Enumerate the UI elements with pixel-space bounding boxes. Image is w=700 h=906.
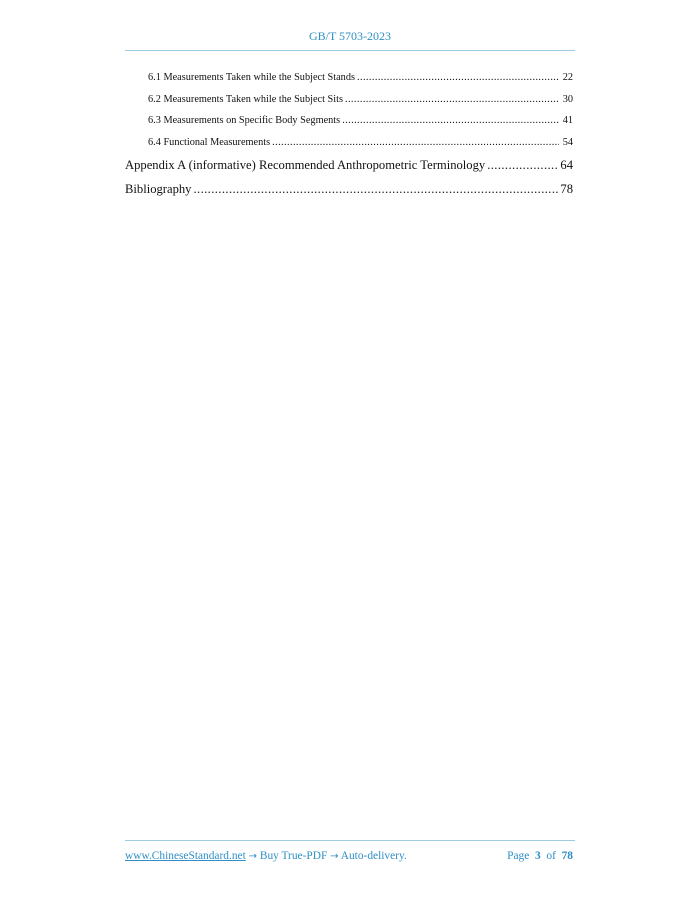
toc-leader-dots [193, 182, 558, 197]
footer-divider [125, 840, 575, 841]
toc-entry-title: Appendix A (informative) Recommended Anthropometric Terminology [125, 158, 486, 172]
buy-true-pdf-text: Buy True-PDF [259, 850, 328, 862]
toc-entry-page: 54 [562, 137, 573, 148]
page-number [507, 850, 573, 862]
toc-entry-title: 6.3 Measurements on Specific Body Segments [148, 115, 341, 126]
toc-leader-dots [345, 94, 559, 105]
auto-delivery-text: Auto-delivery. [340, 850, 407, 862]
toc-leader-dots [487, 158, 558, 173]
toc-entry-page: 64 [560, 158, 573, 172]
total-pages: 78 [561, 850, 573, 862]
toc-leader-dots [272, 137, 559, 148]
toc-entry-title: 6.1 Measurements Taken while the Subject Stands [148, 72, 355, 83]
toc-entry-bibliography[interactable] [125, 182, 573, 197]
toc-entry-6-2[interactable] [148, 94, 573, 105]
toc-entry-appendix-a[interactable] [125, 158, 573, 173]
header-title: GB/T 5703-2023 [308, 29, 392, 43]
toc-entry-6-1[interactable] [148, 72, 573, 83]
toc-entry-page: 22 [562, 72, 573, 83]
site-link[interactable]: www.ChineseStandard.net [125, 850, 246, 862]
header-divider [125, 50, 575, 51]
toc-entry-title: 6.2 Measurements Taken while the Subject Sits [148, 94, 343, 105]
toc-leader-dots [357, 72, 559, 83]
toc-entry-page: 78 [560, 182, 573, 196]
current-page: 3 [535, 850, 541, 862]
arrow-right-icon: → [248, 851, 257, 862]
page-footer [125, 850, 573, 862]
toc-entry-page: 41 [562, 115, 573, 126]
toc-entry-6-3[interactable] [148, 115, 573, 126]
footer-promo [125, 850, 407, 862]
toc-entry-6-4[interactable] [148, 137, 573, 148]
arrow-right-icon: → [330, 851, 339, 862]
of-label: of [546, 850, 556, 862]
toc-entry-title: Bibliography [125, 182, 192, 196]
toc-entry-title: 6.4 Functional Measurements [148, 137, 271, 148]
toc-entry-page: 30 [562, 94, 573, 105]
page-label: Page [507, 850, 530, 862]
toc-leader-dots [342, 115, 559, 126]
